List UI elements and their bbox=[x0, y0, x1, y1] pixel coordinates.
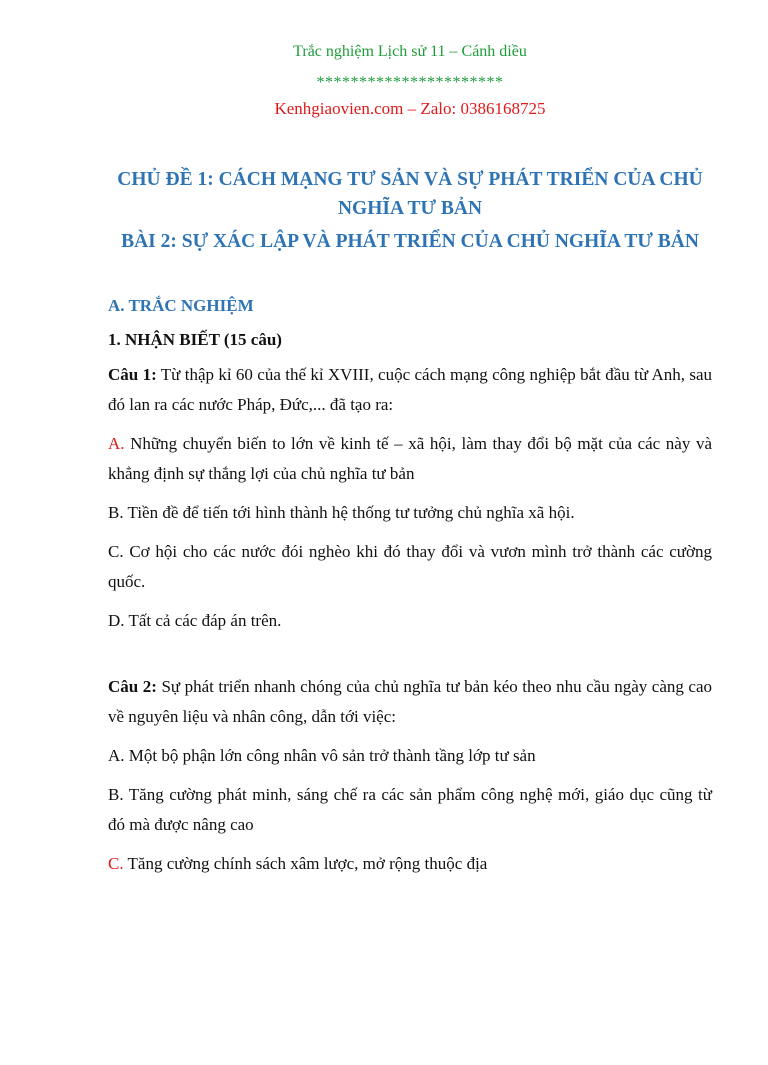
option-text: Tăng cường phát minh, sáng chế ra các sản phẩm công nghệ mới, giáo dục cũng từ đó mà được nâng cao bbox=[108, 785, 712, 834]
question-label: Câu 1: bbox=[108, 365, 157, 384]
option-text: Một bộ phận lớn công nhân vô sản trở thành tầng lớp tư sản bbox=[124, 746, 536, 765]
option-letter: A. bbox=[108, 746, 125, 765]
question-label: Câu 2: bbox=[108, 677, 157, 696]
option-letter-correct: A. bbox=[108, 434, 125, 453]
option-text: Những chuyển biến to lớn về kinh tế – xã hội, làm thay đổi bộ mặt của các này và khẳng định sự thắng lợi của chủ nghĩa tư bản bbox=[108, 434, 712, 483]
question-2 bbox=[108, 672, 712, 879]
answer-option-a bbox=[108, 429, 712, 489]
question-stem bbox=[108, 672, 712, 732]
question-text: Sự phát triển nhanh chóng của chủ nghĩa tư bản kéo theo nhu cầu ngày càng cao về nguyên liệu và nhân công, dẫn tới việc: bbox=[108, 677, 712, 726]
option-text: Cơ hội cho các nước đói nghèo khi đó thay đổi và vươn mình trở thành các cường quốc. bbox=[108, 542, 712, 591]
document-page bbox=[0, 41, 768, 1065]
document-header-title: Trắc nghiệm Lịch sử 11 – Cánh diều bbox=[293, 43, 527, 60]
option-letter-correct: C. bbox=[108, 854, 124, 873]
option-text: Tất cả các đáp án trên. bbox=[124, 611, 282, 630]
header-site-contact: Kenhgiaovien.com – Zalo: 0386168725 bbox=[274, 99, 546, 118]
option-text: Tiền đề để tiến tới hình thành hệ thống tư tưởng chủ nghĩa xã hội. bbox=[123, 503, 575, 522]
chapter-title: CHỦ ĐỀ 1: CÁCH MẠNG TƯ SẢN VÀ SỰ PHÁT TRIỂN CỦA CHỦ NGHĨA TƯ BẢN bbox=[117, 169, 703, 219]
option-letter: B. bbox=[108, 503, 124, 522]
header-divider-stars: ********************** bbox=[316, 74, 504, 91]
option-text: Tăng cường chính sách xâm lược, mở rộng thuộc địa bbox=[123, 854, 488, 873]
answer-option-c bbox=[108, 849, 712, 879]
answer-option-b bbox=[108, 780, 712, 840]
question-text: Từ thập kỉ 60 của thế kỉ XVIII, cuộc cách mạng công nghiệp bắt đầu từ Anh, sau đó lan ra các nước Pháp, Đức,... đã tạo ra: bbox=[108, 365, 712, 414]
question-stem bbox=[108, 360, 712, 420]
answer-option-a bbox=[108, 741, 712, 771]
answer-option-d bbox=[108, 606, 712, 636]
level-heading: 1. NHẬN BIẾT (15 câu) bbox=[108, 330, 282, 349]
option-letter: C. bbox=[108, 542, 124, 561]
answer-option-b bbox=[108, 498, 712, 528]
answer-option-c bbox=[108, 537, 712, 597]
lesson-title: BÀI 2: SỰ XÁC LẬP VÀ PHÁT TRIỂN CỦA CHỦ NGHĨA TƯ BẢN bbox=[121, 231, 699, 252]
section-heading: A. TRẮC NGHIỆM bbox=[108, 296, 254, 315]
option-letter: D. bbox=[108, 611, 125, 630]
option-letter: B. bbox=[108, 785, 124, 804]
question-1 bbox=[108, 360, 712, 636]
